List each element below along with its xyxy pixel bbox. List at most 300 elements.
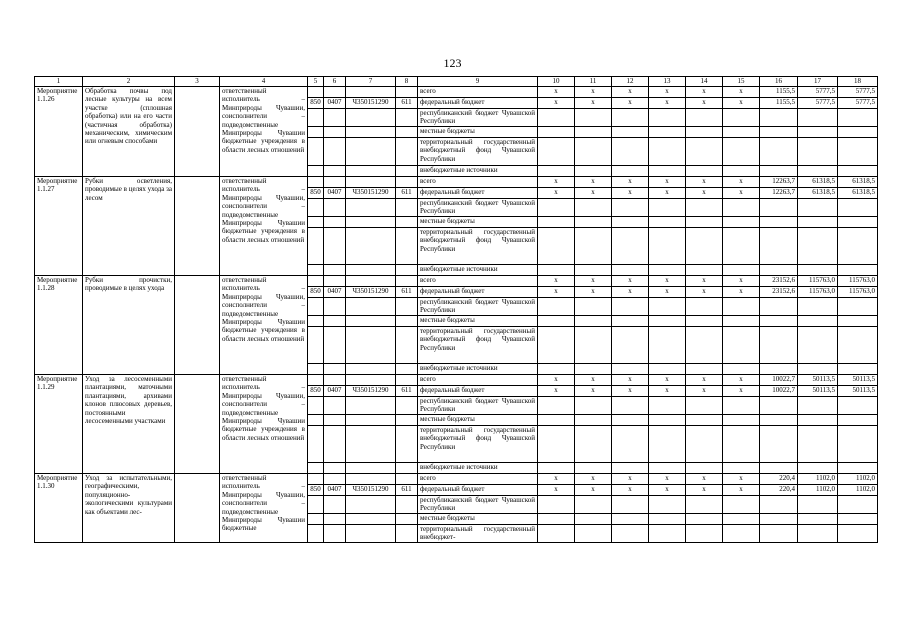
empty-cell (308, 297, 324, 316)
budget-source-cell: федеральный бюджет (418, 187, 538, 198)
empty-cell (798, 463, 838, 474)
x-mark-cell: x (612, 87, 649, 98)
empty-cell (324, 463, 346, 474)
code-cell: 611 (396, 187, 418, 198)
empty-cell (346, 297, 396, 316)
code-cell: Ч350151290 (346, 385, 396, 396)
x-mark-cell: x (649, 187, 686, 198)
empty-cell (396, 426, 418, 463)
empty-cell (538, 127, 575, 138)
x-mark-cell: x (538, 187, 575, 198)
empty-cell (346, 87, 396, 98)
empty-cell (798, 228, 838, 265)
empty-cell (760, 166, 798, 177)
code-cell: 0407 (324, 286, 346, 297)
empty-cell (324, 127, 346, 138)
code-cell: 0407 (324, 187, 346, 198)
empty-cell (798, 316, 838, 327)
executor-cell: ответственный исполнитель – Минприроды Чувашии, соисполнители – подведомственные Минприроды Чувашии бюджетные учреждения в области лесных отношений (220, 276, 308, 375)
empty-cell (838, 525, 878, 543)
column-header: 3 (175, 77, 220, 87)
x-mark-cell: x (612, 187, 649, 198)
empty-cell (649, 265, 686, 276)
empty-cell (575, 327, 612, 364)
empty-cell (798, 217, 838, 228)
x-mark-cell: x (575, 97, 612, 108)
empty-cell (612, 463, 649, 474)
empty-cell (798, 327, 838, 364)
x-mark-cell: x (612, 286, 649, 297)
empty-cell (838, 327, 878, 364)
empty-cell (324, 426, 346, 463)
empty-cell (396, 327, 418, 364)
empty-cell (612, 364, 649, 375)
budget-source-cell: республиканский бюджет Чувашской Республики (418, 495, 538, 514)
table-row (35, 375, 878, 386)
empty-cell (346, 316, 396, 327)
x-mark-cell: x (538, 177, 575, 188)
empty-cell (346, 166, 396, 177)
empty-cell (760, 525, 798, 543)
x-mark-cell: x (538, 286, 575, 297)
empty-cell (324, 297, 346, 316)
empty-cell (612, 127, 649, 138)
budget-source-cell: местные бюджеты (418, 415, 538, 426)
x-mark-cell: x (612, 97, 649, 108)
empty-cell (723, 265, 760, 276)
x-mark-cell: x (686, 177, 723, 188)
x-mark-cell: x (723, 187, 760, 198)
value-cell: 61318,5 (798, 177, 838, 188)
empty-cell (686, 138, 723, 166)
empty-cell (538, 198, 575, 217)
budget-source-cell: местные бюджеты (418, 514, 538, 525)
empty-cell (538, 297, 575, 316)
empty-cell (723, 316, 760, 327)
empty-cell (346, 495, 396, 514)
x-mark-cell: x (538, 484, 575, 495)
budget-source-cell: всего (418, 474, 538, 485)
column-header: 6 (324, 77, 346, 87)
empty-cell (760, 396, 798, 415)
empty-cell (686, 514, 723, 525)
empty-cell (346, 228, 396, 265)
empty-cell (308, 426, 324, 463)
empty-cell (575, 514, 612, 525)
empty-cell (649, 463, 686, 474)
column-header: 13 (649, 77, 686, 87)
empty-cell (175, 375, 220, 474)
empty-cell (324, 316, 346, 327)
empty-cell (324, 198, 346, 217)
executor-cell: ответственный исполнитель – Минприроды Чувашии, соисполнители – подведомственные Минприроды Чувашии бюджетные учреждения в области лесных отношений (220, 375, 308, 474)
empty-cell (612, 217, 649, 228)
empty-cell (396, 514, 418, 525)
empty-cell (308, 228, 324, 265)
empty-cell (538, 514, 575, 525)
table-row (35, 87, 878, 98)
x-mark-cell: x (612, 385, 649, 396)
empty-cell (396, 138, 418, 166)
empty-cell (324, 228, 346, 265)
value-cell: 1102,0 (838, 484, 878, 495)
empty-cell (838, 396, 878, 415)
value-cell: 12263,7 (760, 187, 798, 198)
empty-cell (686, 396, 723, 415)
x-mark-cell: x (575, 474, 612, 485)
empty-cell (346, 415, 396, 426)
empty-cell (798, 364, 838, 375)
value-cell: 50113,5 (838, 375, 878, 386)
empty-cell (175, 177, 220, 276)
code-cell: 850 (308, 484, 324, 495)
empty-cell (686, 426, 723, 463)
empty-cell (396, 525, 418, 543)
x-mark-cell: x (686, 276, 723, 287)
empty-cell (538, 217, 575, 228)
empty-cell (324, 265, 346, 276)
empty-cell (396, 364, 418, 375)
empty-cell (308, 177, 324, 188)
empty-cell (575, 525, 612, 543)
code-cell: 0407 (324, 385, 346, 396)
empty-cell (346, 138, 396, 166)
empty-cell (538, 327, 575, 364)
empty-cell (838, 495, 878, 514)
empty-cell (649, 297, 686, 316)
value-cell: 115763,0 (798, 276, 838, 287)
empty-cell (760, 463, 798, 474)
code-cell: Ч350151290 (346, 187, 396, 198)
empty-cell (575, 198, 612, 217)
value-cell: 1155,5 (760, 87, 798, 98)
empty-cell (346, 108, 396, 127)
table-row (35, 474, 878, 485)
value-cell: 1155,5 (760, 97, 798, 108)
empty-cell (612, 415, 649, 426)
column-header: 16 (760, 77, 798, 87)
empty-cell (760, 265, 798, 276)
empty-cell (723, 127, 760, 138)
value-cell: 220,4 (760, 484, 798, 495)
empty-cell (723, 228, 760, 265)
empty-cell (723, 198, 760, 217)
empty-cell (838, 265, 878, 276)
value-cell: 12263,7 (760, 177, 798, 188)
code-cell: 611 (396, 385, 418, 396)
x-mark-cell: x (575, 87, 612, 98)
empty-cell (798, 265, 838, 276)
empty-cell (723, 364, 760, 375)
measure-name-cell: Уход за испытательными, географическими, популяционно-экологическими культурами как объектами лес- (83, 474, 175, 543)
empty-cell (575, 108, 612, 127)
x-mark-cell: x (723, 177, 760, 188)
budget-source-cell: территориальный государственный внебюджетный фонд Чувашской Республики (418, 228, 538, 265)
budget-source-cell: внебюджетные источники (418, 265, 538, 276)
empty-cell (798, 396, 838, 415)
empty-cell (308, 87, 324, 98)
x-mark-cell: x (538, 87, 575, 98)
x-mark-cell: x (649, 276, 686, 287)
empty-cell (723, 426, 760, 463)
x-mark-cell: x (723, 87, 760, 98)
empty-cell (838, 127, 878, 138)
budget-source-cell: всего (418, 87, 538, 98)
empty-cell (308, 276, 324, 287)
budget-source-cell: внебюджетные источники (418, 463, 538, 474)
executor-cell: ответственный исполнитель – Минприроды Чувашии, соисполнители – подведомственные Минприроды Чувашии бюджетные учреждения в области лесных отношений (220, 177, 308, 276)
empty-cell (649, 108, 686, 127)
value-cell: 23152,6 (760, 276, 798, 287)
value-cell: 115763,0 (838, 276, 878, 287)
measure-name-cell: Обработка почвы под лесные культуры на всем участке (сплошная обработка) или на его части (частичная обработка) механическим, химическим или огневым способами (83, 87, 175, 177)
measure-id-cell: Мероприятие 1.1.28 (35, 276, 83, 375)
empty-cell (760, 228, 798, 265)
column-header: 8 (396, 77, 418, 87)
measure-id-cell: Мероприятие 1.1.26 (35, 87, 83, 177)
x-mark-cell: x (575, 286, 612, 297)
column-header: 10 (538, 77, 575, 87)
column-numbers-row (35, 77, 878, 87)
empty-cell (308, 327, 324, 364)
empty-cell (538, 415, 575, 426)
empty-cell (575, 166, 612, 177)
column-header: 9 (418, 77, 538, 87)
value-cell: 50113,5 (798, 385, 838, 396)
empty-cell (575, 265, 612, 276)
budget-source-cell: местные бюджеты (418, 217, 538, 228)
column-header: 14 (686, 77, 723, 87)
x-mark-cell: x (686, 87, 723, 98)
empty-cell (686, 228, 723, 265)
empty-cell (538, 364, 575, 375)
empty-cell (649, 316, 686, 327)
empty-cell (575, 364, 612, 375)
budget-source-cell: внебюджетные источники (418, 166, 538, 177)
value-cell: 10022,7 (760, 385, 798, 396)
budget-source-cell: территориальный государственный внебюджетный фонд Чувашской Республики (418, 138, 538, 166)
code-cell: Ч350151290 (346, 286, 396, 297)
x-mark-cell: x (538, 97, 575, 108)
code-cell: 850 (308, 97, 324, 108)
empty-cell (798, 426, 838, 463)
empty-cell (324, 166, 346, 177)
value-cell: 50113,5 (798, 375, 838, 386)
empty-cell (798, 166, 838, 177)
empty-cell (649, 327, 686, 364)
empty-cell (612, 316, 649, 327)
value-cell: 50113,5 (838, 385, 878, 396)
budget-source-cell: всего (418, 177, 538, 188)
empty-cell (612, 495, 649, 514)
empty-cell (723, 327, 760, 364)
budget-source-cell: республиканский бюджет Чувашской Республики (418, 108, 538, 127)
executor-cell: ответственный исполнитель – Минприроды Чувашии, соисполнители – подведомственные Минприроды Чувашии бюджетные (220, 474, 308, 543)
value-cell: 23152,6 (760, 286, 798, 297)
measure-id-cell: Мероприятие 1.1.30 (35, 474, 83, 543)
x-mark-cell: x (723, 484, 760, 495)
empty-cell (798, 297, 838, 316)
empty-cell (346, 265, 396, 276)
empty-cell (838, 217, 878, 228)
empty-cell (649, 228, 686, 265)
empty-cell (575, 426, 612, 463)
empty-cell (760, 297, 798, 316)
empty-cell (324, 177, 346, 188)
column-header: 12 (612, 77, 649, 87)
table-row (35, 177, 878, 188)
value-cell: 115763,0 (798, 286, 838, 297)
empty-cell (686, 217, 723, 228)
empty-cell (324, 375, 346, 386)
empty-cell (686, 265, 723, 276)
empty-cell (723, 415, 760, 426)
empty-cell (538, 463, 575, 474)
empty-cell (346, 198, 396, 217)
x-mark-cell: x (686, 375, 723, 386)
column-header: 4 (220, 77, 308, 87)
measure-id-cell: Мероприятие 1.1.27 (35, 177, 83, 276)
empty-cell (538, 426, 575, 463)
empty-cell (308, 108, 324, 127)
empty-cell (346, 177, 396, 188)
empty-cell (838, 316, 878, 327)
budget-source-cell: республиканский бюджет Чувашской Республики (418, 198, 538, 217)
empty-cell (538, 316, 575, 327)
column-header: 2 (83, 77, 175, 87)
empty-cell (346, 463, 396, 474)
empty-cell (686, 198, 723, 217)
empty-cell (760, 108, 798, 127)
empty-cell (760, 127, 798, 138)
value-cell: 220,4 (760, 474, 798, 485)
budget-source-cell: республиканский бюджет Чувашской Республики (418, 396, 538, 415)
empty-cell (723, 166, 760, 177)
column-header: 7 (346, 77, 396, 87)
value-cell: 5777,5 (798, 87, 838, 98)
empty-cell (308, 364, 324, 375)
code-cell: 850 (308, 385, 324, 396)
empty-cell (396, 396, 418, 415)
empty-cell (396, 265, 418, 276)
empty-cell (346, 514, 396, 525)
value-cell: 10022,7 (760, 375, 798, 386)
empty-cell (838, 463, 878, 474)
empty-cell (324, 396, 346, 415)
empty-cell (308, 198, 324, 217)
x-mark-cell: x (649, 286, 686, 297)
budget-source-cell: территориальный государственный внебюджетный фонд Чувашской Республики (418, 426, 538, 463)
empty-cell (396, 217, 418, 228)
x-mark-cell: x (612, 484, 649, 495)
empty-cell (575, 463, 612, 474)
empty-cell (686, 415, 723, 426)
x-mark-cell: x (538, 474, 575, 485)
empty-cell (575, 297, 612, 316)
empty-cell (324, 108, 346, 127)
column-header: 18 (838, 77, 878, 87)
empty-cell (838, 297, 878, 316)
x-mark-cell: x (538, 375, 575, 386)
column-header: 11 (575, 77, 612, 87)
empty-cell (649, 514, 686, 525)
empty-cell (760, 327, 798, 364)
empty-cell (346, 327, 396, 364)
empty-cell (760, 426, 798, 463)
x-mark-cell: x (686, 286, 723, 297)
empty-cell (324, 514, 346, 525)
empty-cell (324, 327, 346, 364)
empty-cell (686, 127, 723, 138)
x-mark-cell: x (649, 385, 686, 396)
empty-cell (538, 228, 575, 265)
budget-source-cell: всего (418, 276, 538, 287)
empty-cell (760, 316, 798, 327)
x-mark-cell: x (723, 385, 760, 396)
empty-cell (324, 217, 346, 228)
empty-cell (538, 138, 575, 166)
empty-cell (324, 364, 346, 375)
empty-cell (686, 525, 723, 543)
page-number: 123 (443, 56, 462, 70)
empty-cell (612, 198, 649, 217)
empty-cell (649, 138, 686, 166)
column-header: 5 (308, 77, 324, 87)
x-mark-cell: x (723, 286, 760, 297)
empty-cell (838, 138, 878, 166)
column-header: 15 (723, 77, 760, 87)
empty-cell (612, 166, 649, 177)
x-mark-cell: x (649, 375, 686, 386)
financing-table (34, 76, 878, 543)
empty-cell (396, 474, 418, 485)
empty-cell (308, 396, 324, 415)
empty-cell (760, 364, 798, 375)
empty-cell (308, 316, 324, 327)
empty-cell (396, 198, 418, 217)
empty-cell (575, 228, 612, 265)
x-mark-cell: x (686, 97, 723, 108)
empty-cell (175, 87, 220, 177)
empty-cell (723, 396, 760, 415)
empty-cell (838, 166, 878, 177)
empty-cell (612, 265, 649, 276)
empty-cell (686, 166, 723, 177)
x-mark-cell: x (649, 97, 686, 108)
x-mark-cell: x (723, 276, 760, 287)
empty-cell (324, 138, 346, 166)
empty-cell (686, 495, 723, 514)
empty-cell (612, 525, 649, 543)
x-mark-cell: x (612, 375, 649, 386)
empty-cell (324, 495, 346, 514)
empty-cell (396, 495, 418, 514)
empty-cell (308, 138, 324, 166)
empty-cell (723, 108, 760, 127)
x-mark-cell: x (649, 177, 686, 188)
empty-cell (649, 217, 686, 228)
empty-cell (612, 514, 649, 525)
empty-cell (760, 415, 798, 426)
empty-cell (346, 364, 396, 375)
empty-cell (346, 474, 396, 485)
value-cell: 115763,0 (838, 286, 878, 297)
empty-cell (324, 525, 346, 543)
column-header: 17 (798, 77, 838, 87)
code-cell: 611 (396, 484, 418, 495)
empty-cell (324, 415, 346, 426)
empty-cell (575, 217, 612, 228)
